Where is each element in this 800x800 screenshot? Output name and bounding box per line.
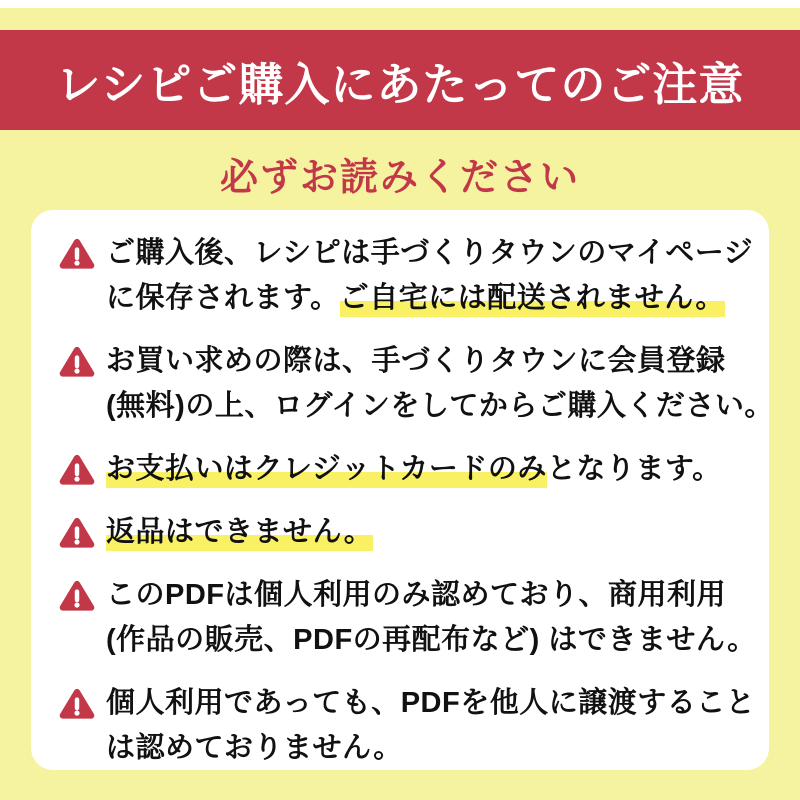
notice-text (106, 447, 722, 492)
notice-item (59, 573, 757, 663)
text-segment: に保存されます。 (106, 282, 340, 314)
warning-triangle-icon (59, 346, 95, 378)
notice-line (106, 573, 757, 618)
notice-item (59, 510, 745, 555)
notice-text (106, 231, 753, 321)
text-segment: 個人利用であっても、PDFを他人に譲渡すること (106, 687, 756, 719)
notice-item (59, 231, 754, 321)
warning-triangle-icon (59, 517, 95, 549)
text-segment: は認めておりません。 (106, 732, 403, 764)
notice-card (31, 210, 774, 770)
notice-text (106, 573, 757, 663)
header-banner (0, 30, 800, 130)
text-segment: このPDFは個人利用のみ認めており、商用利用 (106, 579, 727, 611)
notice-line (106, 384, 774, 429)
notice-line (106, 339, 774, 384)
notice-list (59, 231, 774, 771)
warning-triangle-icon (59, 238, 95, 270)
notice-line (106, 618, 757, 663)
notice-item (59, 681, 756, 771)
notice-line (106, 231, 753, 276)
text-segment: ご購入後、レシピは手づくりタウンのマイページ (106, 237, 754, 269)
notice-line (106, 276, 753, 321)
notice-item (59, 339, 774, 429)
subtitle: 必ずお読みください (219, 157, 580, 199)
page-title: レシピご購入にあたってのご注意 (55, 58, 745, 110)
top-margin-strip (0, 0, 800, 8)
highlighted-text: お支払いはクレジットカードのみ (106, 453, 547, 488)
warning-triangle-icon (59, 580, 95, 612)
notice-text (106, 339, 774, 429)
notice-text (106, 510, 373, 555)
text-segment: となります。 (546, 453, 722, 485)
text-segment: (作品の販売、PDFの再配布など) はできません。 (106, 624, 757, 656)
text-segment: お買い求めの際は、手づくりタウンに会員登録 (106, 345, 726, 377)
warning-triangle-icon (59, 688, 95, 720)
notice-text (106, 681, 755, 771)
notice-line (106, 726, 755, 771)
warning-triangle-icon (59, 454, 95, 486)
text-segment: (無料)の上、ログインをしてからご購入ください。 (106, 390, 774, 422)
highlighted-text: ご自宅には配送されません。 (340, 282, 725, 317)
notice-line (106, 681, 755, 726)
notice-item (59, 447, 745, 492)
notice-line (106, 447, 722, 492)
notice-line (106, 510, 373, 555)
highlighted-text: 返品はできません。 (106, 516, 373, 551)
